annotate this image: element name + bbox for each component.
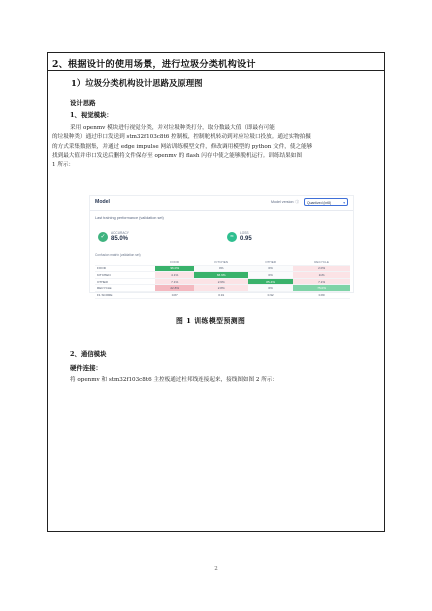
loss-value: 0.95 [240, 236, 252, 242]
confusion-row-label: OTHER [95, 278, 155, 285]
check-icon: ✓ [98, 232, 108, 242]
confusion-matrix-title: Confusion matrix (validation set) [95, 253, 141, 257]
confusion-row [95, 285, 350, 292]
paragraph-line: 的方式采集数据集，并通过 edge impulse 网站训练模型文件，修改调用模型的 python 文件，使之能够 [52, 143, 313, 150]
confusion-cell: 0.87 [155, 291, 194, 298]
communication-paragraph: 将 openmv 和 stm32f103c8t6 主控板通过杜邦线连接起来，接线图如图 2 所示： [70, 377, 278, 383]
paragraph-line: 的垃圾种类）通过串口发送到 stm32f103c8t6 控制板，控制舵机转动到对应垃圾口投放。通过实物拍摄 [52, 134, 311, 141]
page-number: 2 [214, 566, 218, 572]
document-frame [47, 52, 385, 532]
model-training-screenshot [89, 195, 354, 297]
paragraph-line: 1 所示： [52, 162, 75, 169]
confusion-row-label: KITCHEN [95, 272, 155, 279]
confusion-header-cell: FOOD [155, 259, 194, 265]
paragraph-line: 找到最大值并串口发送后删将文件保存至 openmv 的 flash 闪存中使之能够脱机运行。训练结果如图 [52, 152, 302, 159]
confusion-cell: 22.8% [155, 285, 194, 292]
confusion-cell: 0% [248, 272, 293, 279]
confusion-row [95, 265, 350, 272]
confusion-cell: 2.6% [194, 278, 248, 285]
section-title: 2、根据设计的使用场景，进行垃圾分类机构设计 [52, 59, 256, 70]
confusion-header-cell: RECYCLE [293, 259, 350, 265]
confusion-row [95, 278, 350, 285]
figure-caption: 图 1 训练模型预测图 [176, 317, 246, 325]
accuracy-value: 85.0% [111, 236, 129, 242]
confusion-header-cell: KITCHEN [194, 259, 248, 265]
confusion-cell: 2.0% [293, 265, 350, 272]
confusion-cell: 0% [248, 265, 293, 272]
accuracy-label: ACCURACY [111, 231, 129, 235]
loss-metric [227, 231, 297, 245]
confusion-row [95, 291, 350, 298]
confusion-row [95, 272, 350, 279]
accuracy-metric [98, 231, 168, 245]
section-header-row [48, 53, 384, 71]
confusion-cell: 96.0% [155, 265, 194, 272]
paragraph-line: 采用 openmv 模块进行视觉分类，并对垃圾种类打分，取分数最大值（即最有可能 [70, 125, 275, 131]
model-title: Model [95, 199, 110, 205]
chart-icon: ≈ [227, 232, 237, 242]
confusion-matrix [95, 259, 350, 299]
confusion-header-cell: OTHER [248, 259, 293, 265]
confusion-cell: 0.80 [293, 291, 350, 298]
confusion-cell: 11% [293, 272, 350, 279]
confusion-row-label: FOOD [95, 265, 155, 272]
confusion-cell: 0% [194, 265, 248, 272]
model-topbar [90, 196, 353, 211]
confusion-cell: 85.4% [248, 278, 293, 285]
model-version-label: Model version: ⓘ [271, 200, 299, 204]
confusion-cell: 83.9% [194, 272, 248, 279]
confusion-cell: 7.1% [155, 278, 194, 285]
model-version-value: Quantized (int8) [307, 200, 332, 205]
performance-label: Last training performance (validation set) [95, 216, 164, 220]
confusion-cell: 0.91 [194, 291, 248, 298]
confusion-cell: 4.1% [155, 272, 194, 279]
confusion-row-label: RECYCLE [95, 285, 155, 292]
model-version-select[interactable] [304, 198, 348, 206]
communication-heading: 2、通信模块 [70, 350, 107, 358]
subsection-title: 1）垃圾分类机构设计思路及原理图 [71, 78, 203, 88]
confusion-cell: 0% [248, 285, 293, 292]
loss-label: LOSS [240, 231, 249, 235]
vision-heading: 1、视觉模块： [70, 111, 113, 119]
confusion-cell: 7.1% [293, 278, 350, 285]
vision-paragraph [52, 124, 382, 170]
confusion-cell: 0.92 [248, 291, 293, 298]
confusion-cell: 75.0% [293, 285, 350, 292]
design-heading: 设计思路 [70, 99, 96, 107]
chevron-down-icon: ▾ [343, 200, 345, 205]
confusion-cell: 2.8% [194, 285, 248, 292]
hardware-heading: 硬件连接： [70, 364, 102, 372]
confusion-row-label: F1 SCORE [95, 291, 155, 298]
